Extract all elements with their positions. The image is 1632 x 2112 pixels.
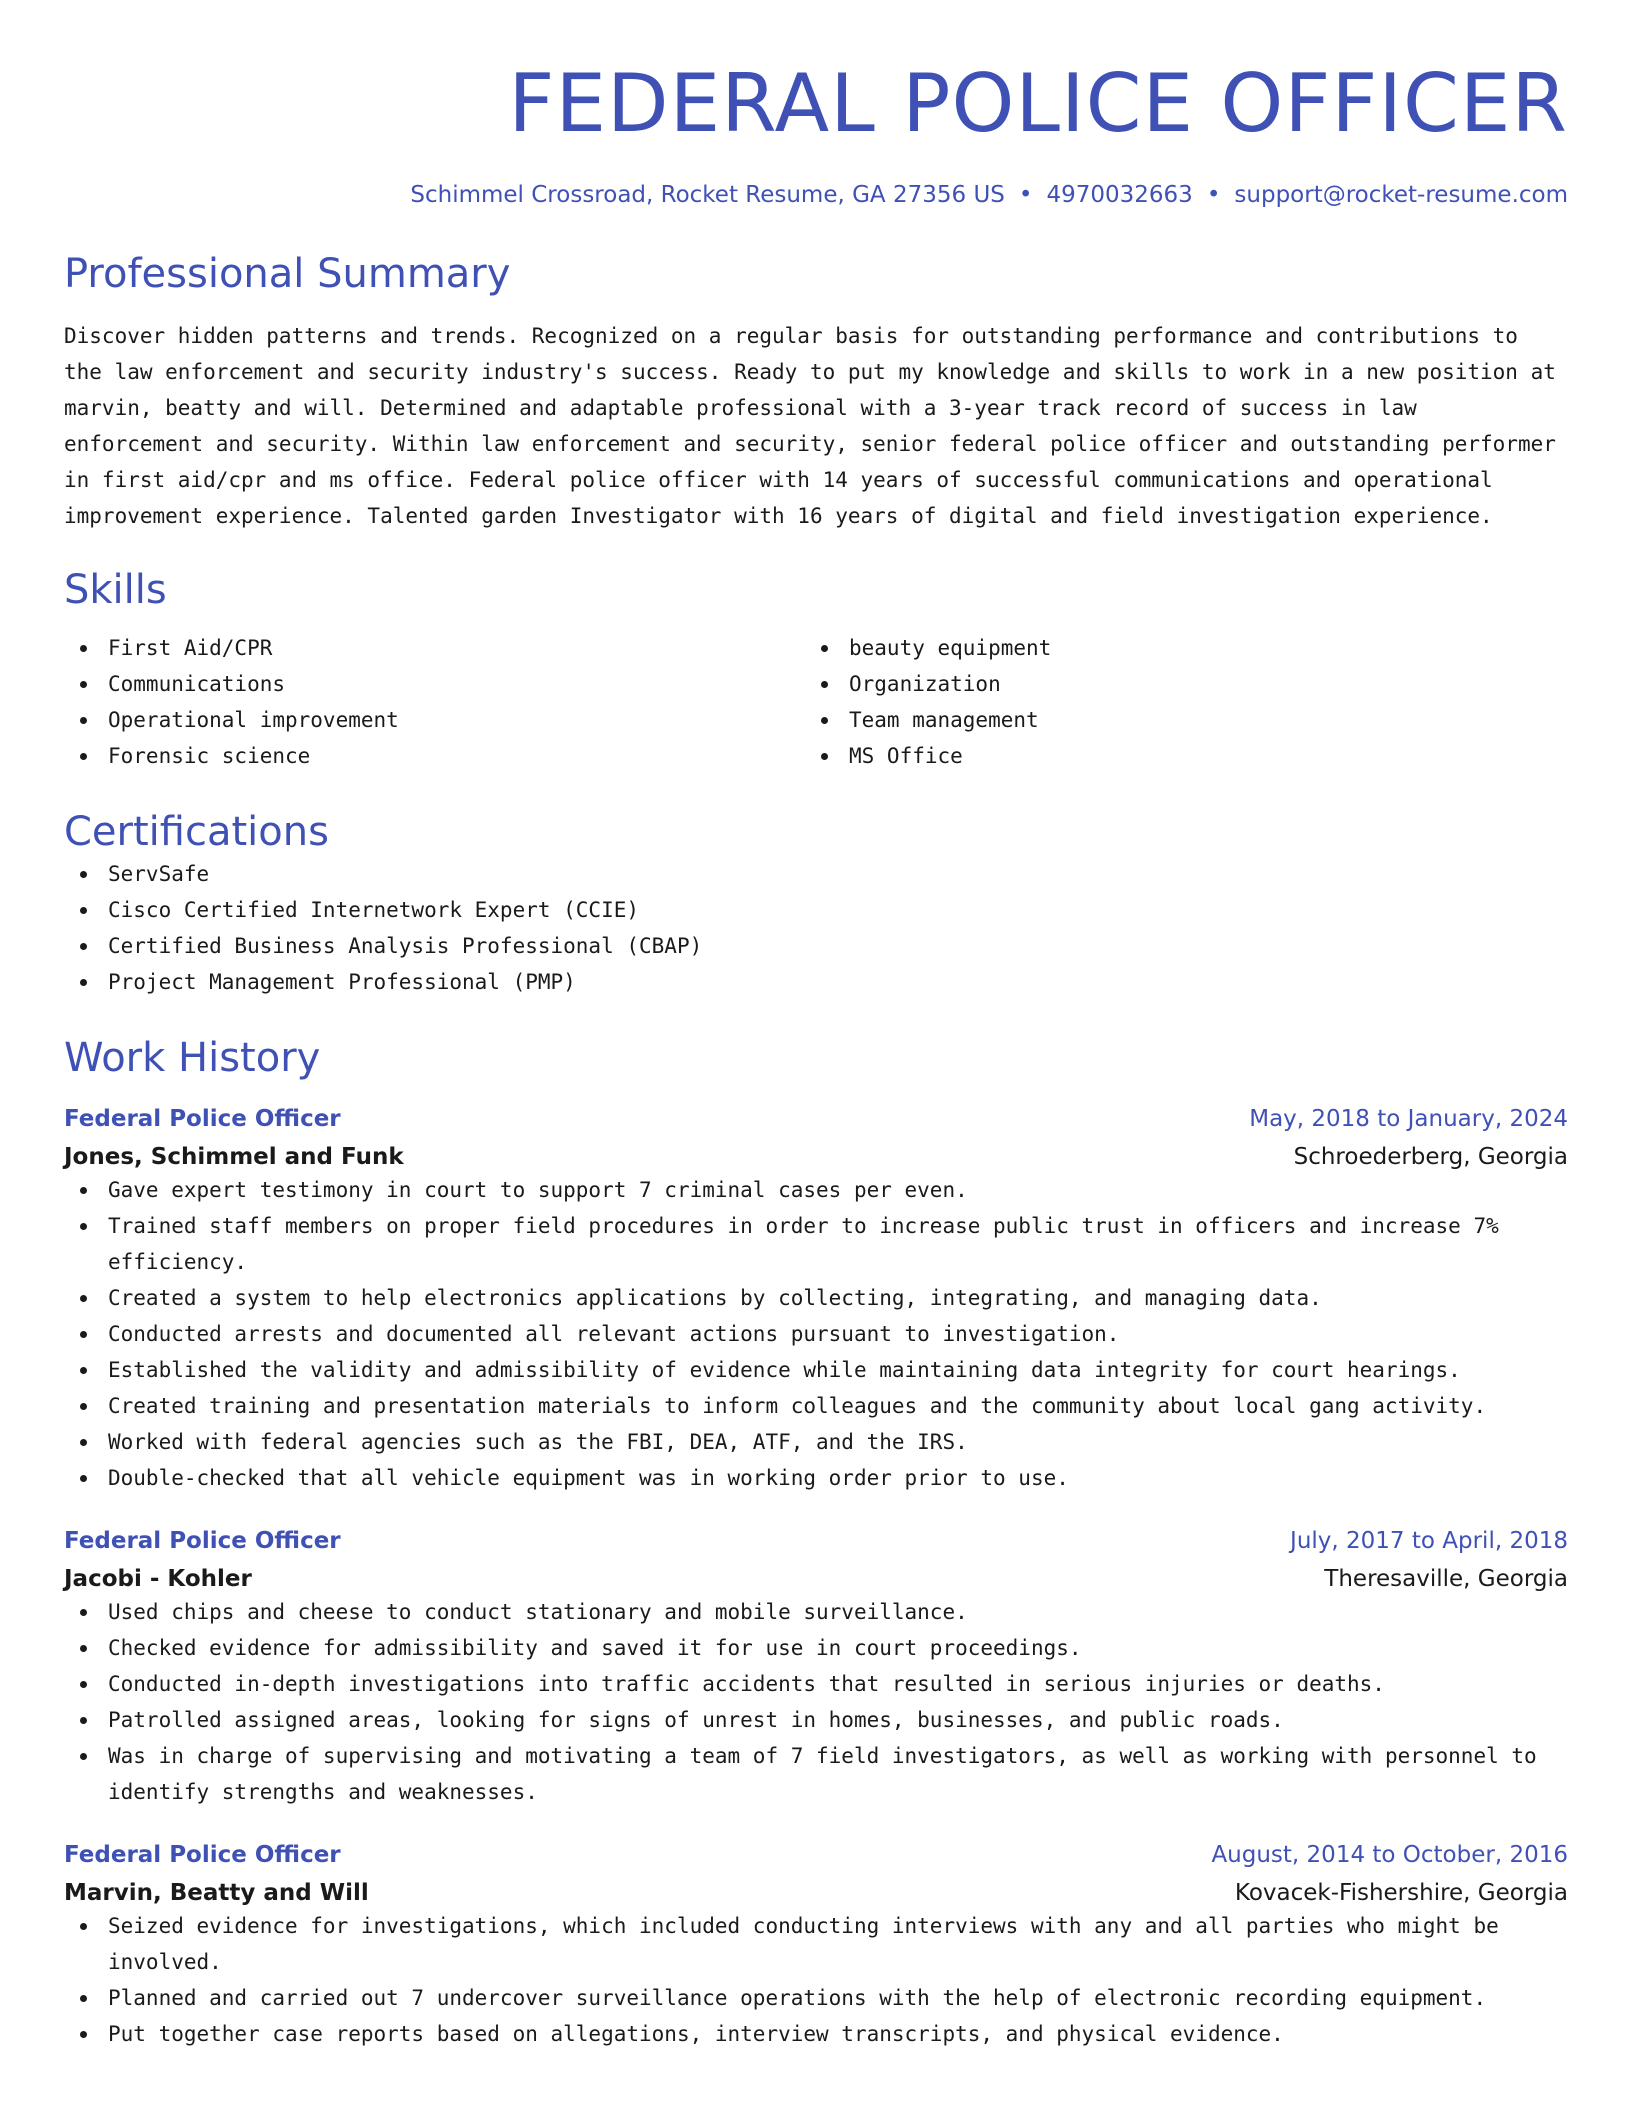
- bullet-icon: [80, 753, 87, 760]
- skill-label: Organization: [849, 672, 1001, 696]
- certification-label: Cisco Certified Internetwork Expert (CCIE): [108, 898, 640, 922]
- job-duty-text: Trained staff members on proper field procedures in order to increase public trust in officers and increase 7% efficiency.: [108, 1214, 1499, 1274]
- job-company-row: [64, 1564, 1568, 1594]
- job-header-row: [64, 1104, 1568, 1134]
- bullet-icon: [80, 871, 87, 878]
- bullet-icon: [80, 979, 87, 986]
- certification-item: [64, 892, 1568, 928]
- job-header-row: [64, 1840, 1568, 1870]
- job-duty: [64, 1908, 1568, 1980]
- certifications-heading: Certifications: [64, 809, 329, 855]
- job-entry: [64, 1104, 1568, 1496]
- skills-heading: Skills: [64, 567, 167, 613]
- bullet-icon: [80, 1681, 87, 1688]
- job-duty: [64, 1460, 1568, 1496]
- skill-item: [64, 630, 805, 666]
- bullet-icon: [80, 1753, 87, 1760]
- certification-item: [64, 928, 1568, 964]
- bullet-icon: [80, 1475, 87, 1482]
- skill-label: Operational improvement: [108, 708, 399, 732]
- bullet-icon: [821, 753, 828, 760]
- skills-column-right: [805, 630, 1546, 774]
- certifications-list: [64, 856, 1568, 1000]
- bullet-icon: [80, 681, 87, 688]
- job-duty-text: Checked evidence for admissibility and saved it for use in court proceedings.: [108, 1636, 1082, 1660]
- job-company-row: [64, 1878, 1568, 1908]
- job-duty: [64, 1594, 1568, 1630]
- job-duties-list: [64, 1908, 1568, 2052]
- skill-item: [805, 630, 1546, 666]
- skill-item: [64, 738, 805, 774]
- job-company: Jones, Schimmel and Funk: [64, 1144, 404, 1170]
- summary-heading: Professional Summary: [64, 251, 511, 297]
- job-header-row: [64, 1526, 1568, 1556]
- bullet-icon: [80, 1439, 87, 1446]
- skill-item: [805, 738, 1546, 774]
- job-duty: [64, 1630, 1568, 1666]
- job-title: Federal Police Officer: [64, 1528, 341, 1554]
- job-duty-text: Worked with federal agencies such as the FBI, DEA, ATF, and the IRS.: [108, 1430, 968, 1454]
- job-dates: July, 2017 to April, 2018: [1290, 1528, 1568, 1554]
- job-duty: [64, 1316, 1568, 1352]
- job-duty: [64, 1280, 1568, 1316]
- certification-label: Certified Business Analysis Professional (CBAP): [108, 934, 703, 958]
- job-duty-text: Double-checked that all vehicle equipment was in working order prior to use.: [108, 1466, 1069, 1490]
- job-location: Schroederberg, Georgia: [1293, 1144, 1568, 1170]
- contact-address: Schimmel Crossroad, Rocket Resume, GA 27356 US: [410, 182, 1005, 208]
- bullet-icon: [80, 1403, 87, 1410]
- job-title: Federal Police Officer: [64, 1842, 341, 1868]
- job-company-row: [64, 1142, 1568, 1172]
- bullet-icon: [80, 907, 87, 914]
- skill-label: beauty equipment: [849, 636, 1052, 660]
- job-duty-text: Planned and carried out 7 undercover surveillance operations with the help of electronic recording equipment.: [108, 1986, 1487, 2010]
- skills-grid: [64, 630, 1568, 774]
- job-duty-text: Established the validity and admissibility of evidence while maintaining data integrity for court hearings.: [108, 1358, 1461, 1382]
- summary-text: Discover hidden patterns and trends. Recognized on a regular basis for outstanding performance and contributions to the law enforcement and security industry's success. Ready to put my knowledge and skills to work in a new position at marvin, beatty and will. Determined and adaptable professional with a 3-year track record of success in law enforcement and security. Within law enforcement and security, senior federal police officer and outstanding performer in first aid/cpr and ms office. Federal police officer with 14 years of successful communications and operational improvement experience. Talented garden Investigator with 16 years of digital and field investigation experience.: [64, 324, 1556, 528]
- job-duty-text: Seized evidence for investigations, which included conducting interviews with any and all parties who might be involved.: [108, 1914, 1499, 1974]
- job-location: Theresaville, Georgia: [1324, 1566, 1568, 1592]
- bullet-icon: [821, 645, 828, 652]
- bullet-icon: [80, 1331, 87, 1338]
- bullet-icon: [821, 717, 828, 724]
- job-duty: [64, 1424, 1568, 1460]
- skills-column-left: [64, 630, 805, 774]
- contact-separator: •: [1206, 182, 1221, 208]
- job-duty-text: Put together case reports based on allegations, interview transcripts, and physical evidence.: [108, 2022, 1284, 2046]
- job-duty-text: Was in charge of supervising and motivating a team of 7 field investigators, as well as working with personnel to identify strengths and weaknesses.: [108, 1744, 1537, 1804]
- bullet-icon: [80, 1923, 87, 1930]
- job-dates: May, 2018 to January, 2024: [1249, 1106, 1568, 1132]
- job-duty-text: Created training and presentation materials to inform colleagues and the community about local gang activity.: [108, 1394, 1487, 1418]
- job-duties-list: [64, 1594, 1568, 1810]
- contact-email[interactable]: support@rocket-resume.com: [1234, 182, 1568, 208]
- job-duty-text: Gave expert testimony in court to support 7 criminal cases per even.: [108, 1178, 968, 1202]
- bullet-icon: [80, 1295, 87, 1302]
- job-duties-list: [64, 1172, 1568, 1496]
- job-company: Jacobi - Kohler: [64, 1566, 252, 1592]
- job-duty-text: Patrolled assigned areas, looking for signs of unrest in homes, businesses, and public roads.: [108, 1708, 1284, 1732]
- bullet-icon: [821, 681, 828, 688]
- bullet-icon: [80, 1995, 87, 2002]
- certification-item: [64, 964, 1568, 1000]
- bullet-icon: [80, 1367, 87, 1374]
- skill-item: [64, 702, 805, 738]
- job-entry: [64, 1526, 1568, 1810]
- certification-label: Project Management Professional (PMP): [108, 970, 576, 994]
- certification-label: ServSafe: [108, 862, 210, 886]
- contact-separator: •: [1018, 182, 1033, 208]
- job-duty: [64, 1666, 1568, 1702]
- bullet-icon: [80, 943, 87, 950]
- contact-line: [64, 180, 1568, 210]
- job-duty: [64, 2016, 1568, 2052]
- job-duty: [64, 1738, 1568, 1810]
- job-duty: [64, 1208, 1568, 1280]
- skill-item: [805, 702, 1546, 738]
- work-history-heading: Work History: [64, 1035, 321, 1081]
- job-duty-text: Conducted in-depth investigations into traffic accidents that resulted in serious injuries or deaths.: [108, 1672, 1385, 1696]
- job-dates: August, 2014 to October, 2016: [1211, 1842, 1568, 1868]
- bullet-icon: [80, 1717, 87, 1724]
- skill-label: MS Office: [849, 744, 963, 768]
- job-duty: [64, 1980, 1568, 2016]
- job-duty-text: Conducted arrests and documented all relevant actions pursuant to investigation.: [108, 1322, 1120, 1346]
- certification-item: [64, 856, 1568, 892]
- job-duty: [64, 1702, 1568, 1738]
- resume-name: FEDERAL POLICE OFFICER: [508, 57, 1568, 150]
- contact-phone: 4970032663: [1046, 182, 1193, 208]
- bullet-icon: [80, 1187, 87, 1194]
- job-entry: [64, 1840, 1568, 2052]
- job-duty-text: Created a system to help electronics applications by collecting, integrating, and managing data.: [108, 1286, 1322, 1310]
- skill-item: [805, 666, 1546, 702]
- skill-item: [64, 666, 805, 702]
- job-duty-text: Used chips and cheese to conduct stationary and mobile surveillance.: [108, 1600, 968, 1624]
- bullet-icon: [80, 1609, 87, 1616]
- skill-label: First Aid/CPR: [108, 636, 273, 660]
- job-duty: [64, 1388, 1568, 1424]
- bullet-icon: [80, 1223, 87, 1230]
- job-title: Federal Police Officer: [64, 1106, 341, 1132]
- job-duty: [64, 1352, 1568, 1388]
- job-duty: [64, 1172, 1568, 1208]
- bullet-icon: [80, 717, 87, 724]
- bullet-icon: [80, 2031, 87, 2038]
- skill-label: Communications: [108, 672, 286, 696]
- job-company: Marvin, Beatty and Will: [64, 1880, 369, 1906]
- bullet-icon: [80, 1645, 87, 1652]
- skill-label: Team management: [849, 708, 1039, 732]
- job-location: Kovacek-Fishershire, Georgia: [1234, 1880, 1568, 1906]
- skill-label: Forensic science: [108, 744, 311, 768]
- bullet-icon: [80, 645, 87, 652]
